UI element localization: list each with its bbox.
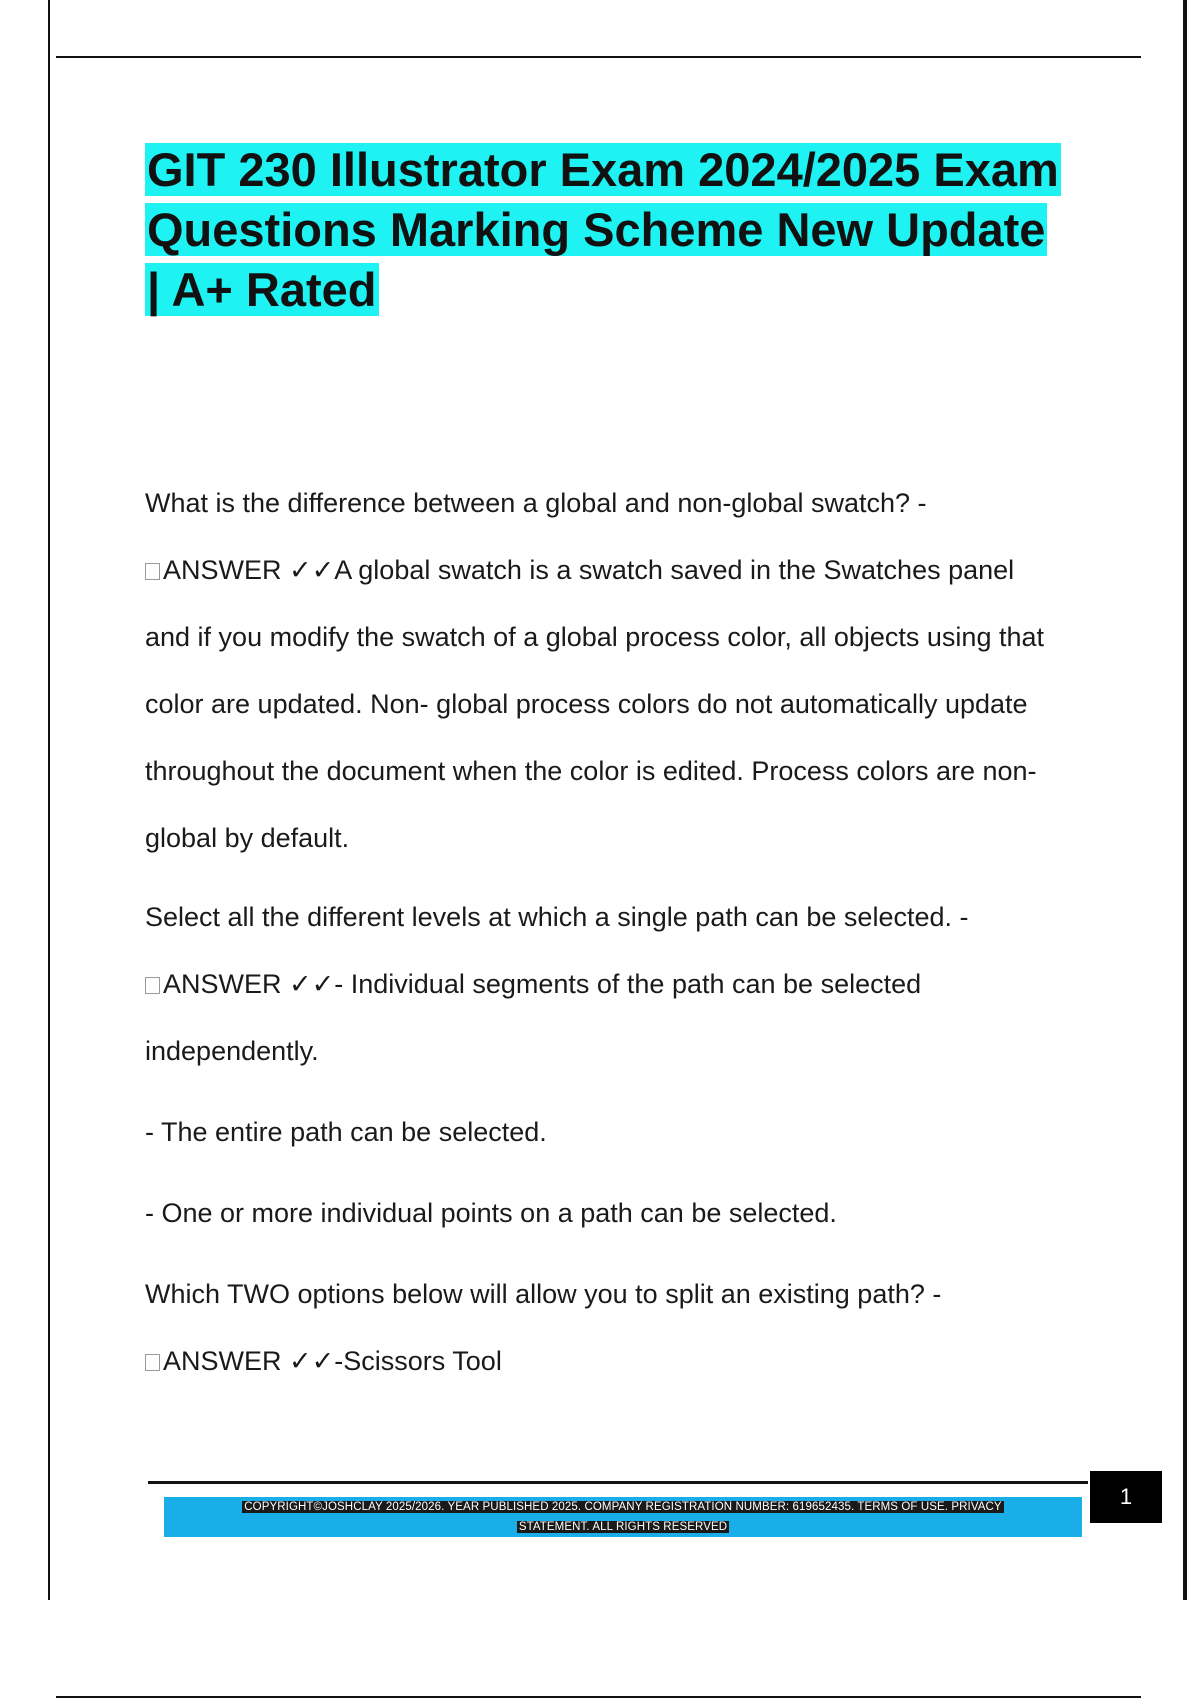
- answer-2-line-2: independently.: [145, 1036, 319, 1066]
- answer-3: [145, 1328, 1105, 1395]
- copyright-line-1: COPYRIGHT©JOSHCLAY 2025/2026. YEAR PUBLISHED 2025. COMPANY REGISTRATION NUMBER: 619652435. TERMS OF USE. PRIVACY: [244, 1501, 1002, 1513]
- qa-content: [145, 470, 1105, 1395]
- page-number: 1: [1090, 1471, 1162, 1523]
- document-title: [145, 140, 1145, 320]
- title-line-3: | A+ Rated: [147, 263, 377, 316]
- answer-3-line-1: -Scissors Tool: [334, 1346, 502, 1376]
- checkbox-glyph-icon: [145, 563, 160, 580]
- question-2: Select all the different levels at which a single path can be selected. -: [145, 902, 969, 932]
- checkbox-glyph-icon: [145, 977, 160, 994]
- answer-1-line-3: color are updated. Non- global process colors do not automatically update: [145, 689, 1028, 719]
- question-3: Which TWO options below will allow you to split an existing path? -: [145, 1279, 942, 1309]
- next-page-rule: [56, 1696, 1141, 1698]
- answer-2-point-1: - The entire path can be selected.: [145, 1117, 547, 1147]
- answer-1-line-1: A global swatch is a swatch saved in the Swatches panel: [334, 555, 1015, 585]
- answer-1-line-2: and if you modify the swatch of a global process color, all objects using that: [145, 622, 1045, 652]
- title-line-2: Questions Marking Scheme New Update: [147, 203, 1046, 256]
- answer-2-line-1: - Individual segments of the path can be selected: [334, 969, 922, 999]
- page-border-right: [1183, 0, 1187, 1600]
- title-line-1: GIT 230 Illustrator Exam 2024/2025 Exam: [147, 143, 1059, 196]
- answer-2-point-2: - One or more individual points on a path can be selected.: [145, 1198, 837, 1228]
- copyright-line-2: STATEMENT. ALL RIGHTS RESERVED: [518, 1521, 728, 1533]
- answer-label: ANSWER ✓✓: [163, 555, 335, 585]
- answer-label: ANSWER ✓✓: [163, 1346, 335, 1376]
- header-rule: [56, 56, 1141, 58]
- question-1: What is the difference between a global and non-global swatch? -: [145, 488, 927, 518]
- footer-rule: [148, 1481, 1088, 1484]
- answer-label: ANSWER ✓✓: [163, 969, 335, 999]
- checkbox-glyph-icon: [145, 1354, 160, 1371]
- answer-1-line-5: global by default.: [145, 823, 350, 853]
- copyright-footer: [164, 1497, 1082, 1537]
- answer-1-line-4: throughout the document when the color is edited. Process colors are non-: [145, 756, 1037, 786]
- answer-2: [145, 951, 1105, 1018]
- page-border-left: [48, 0, 50, 1600]
- answer-1: [145, 537, 1105, 604]
